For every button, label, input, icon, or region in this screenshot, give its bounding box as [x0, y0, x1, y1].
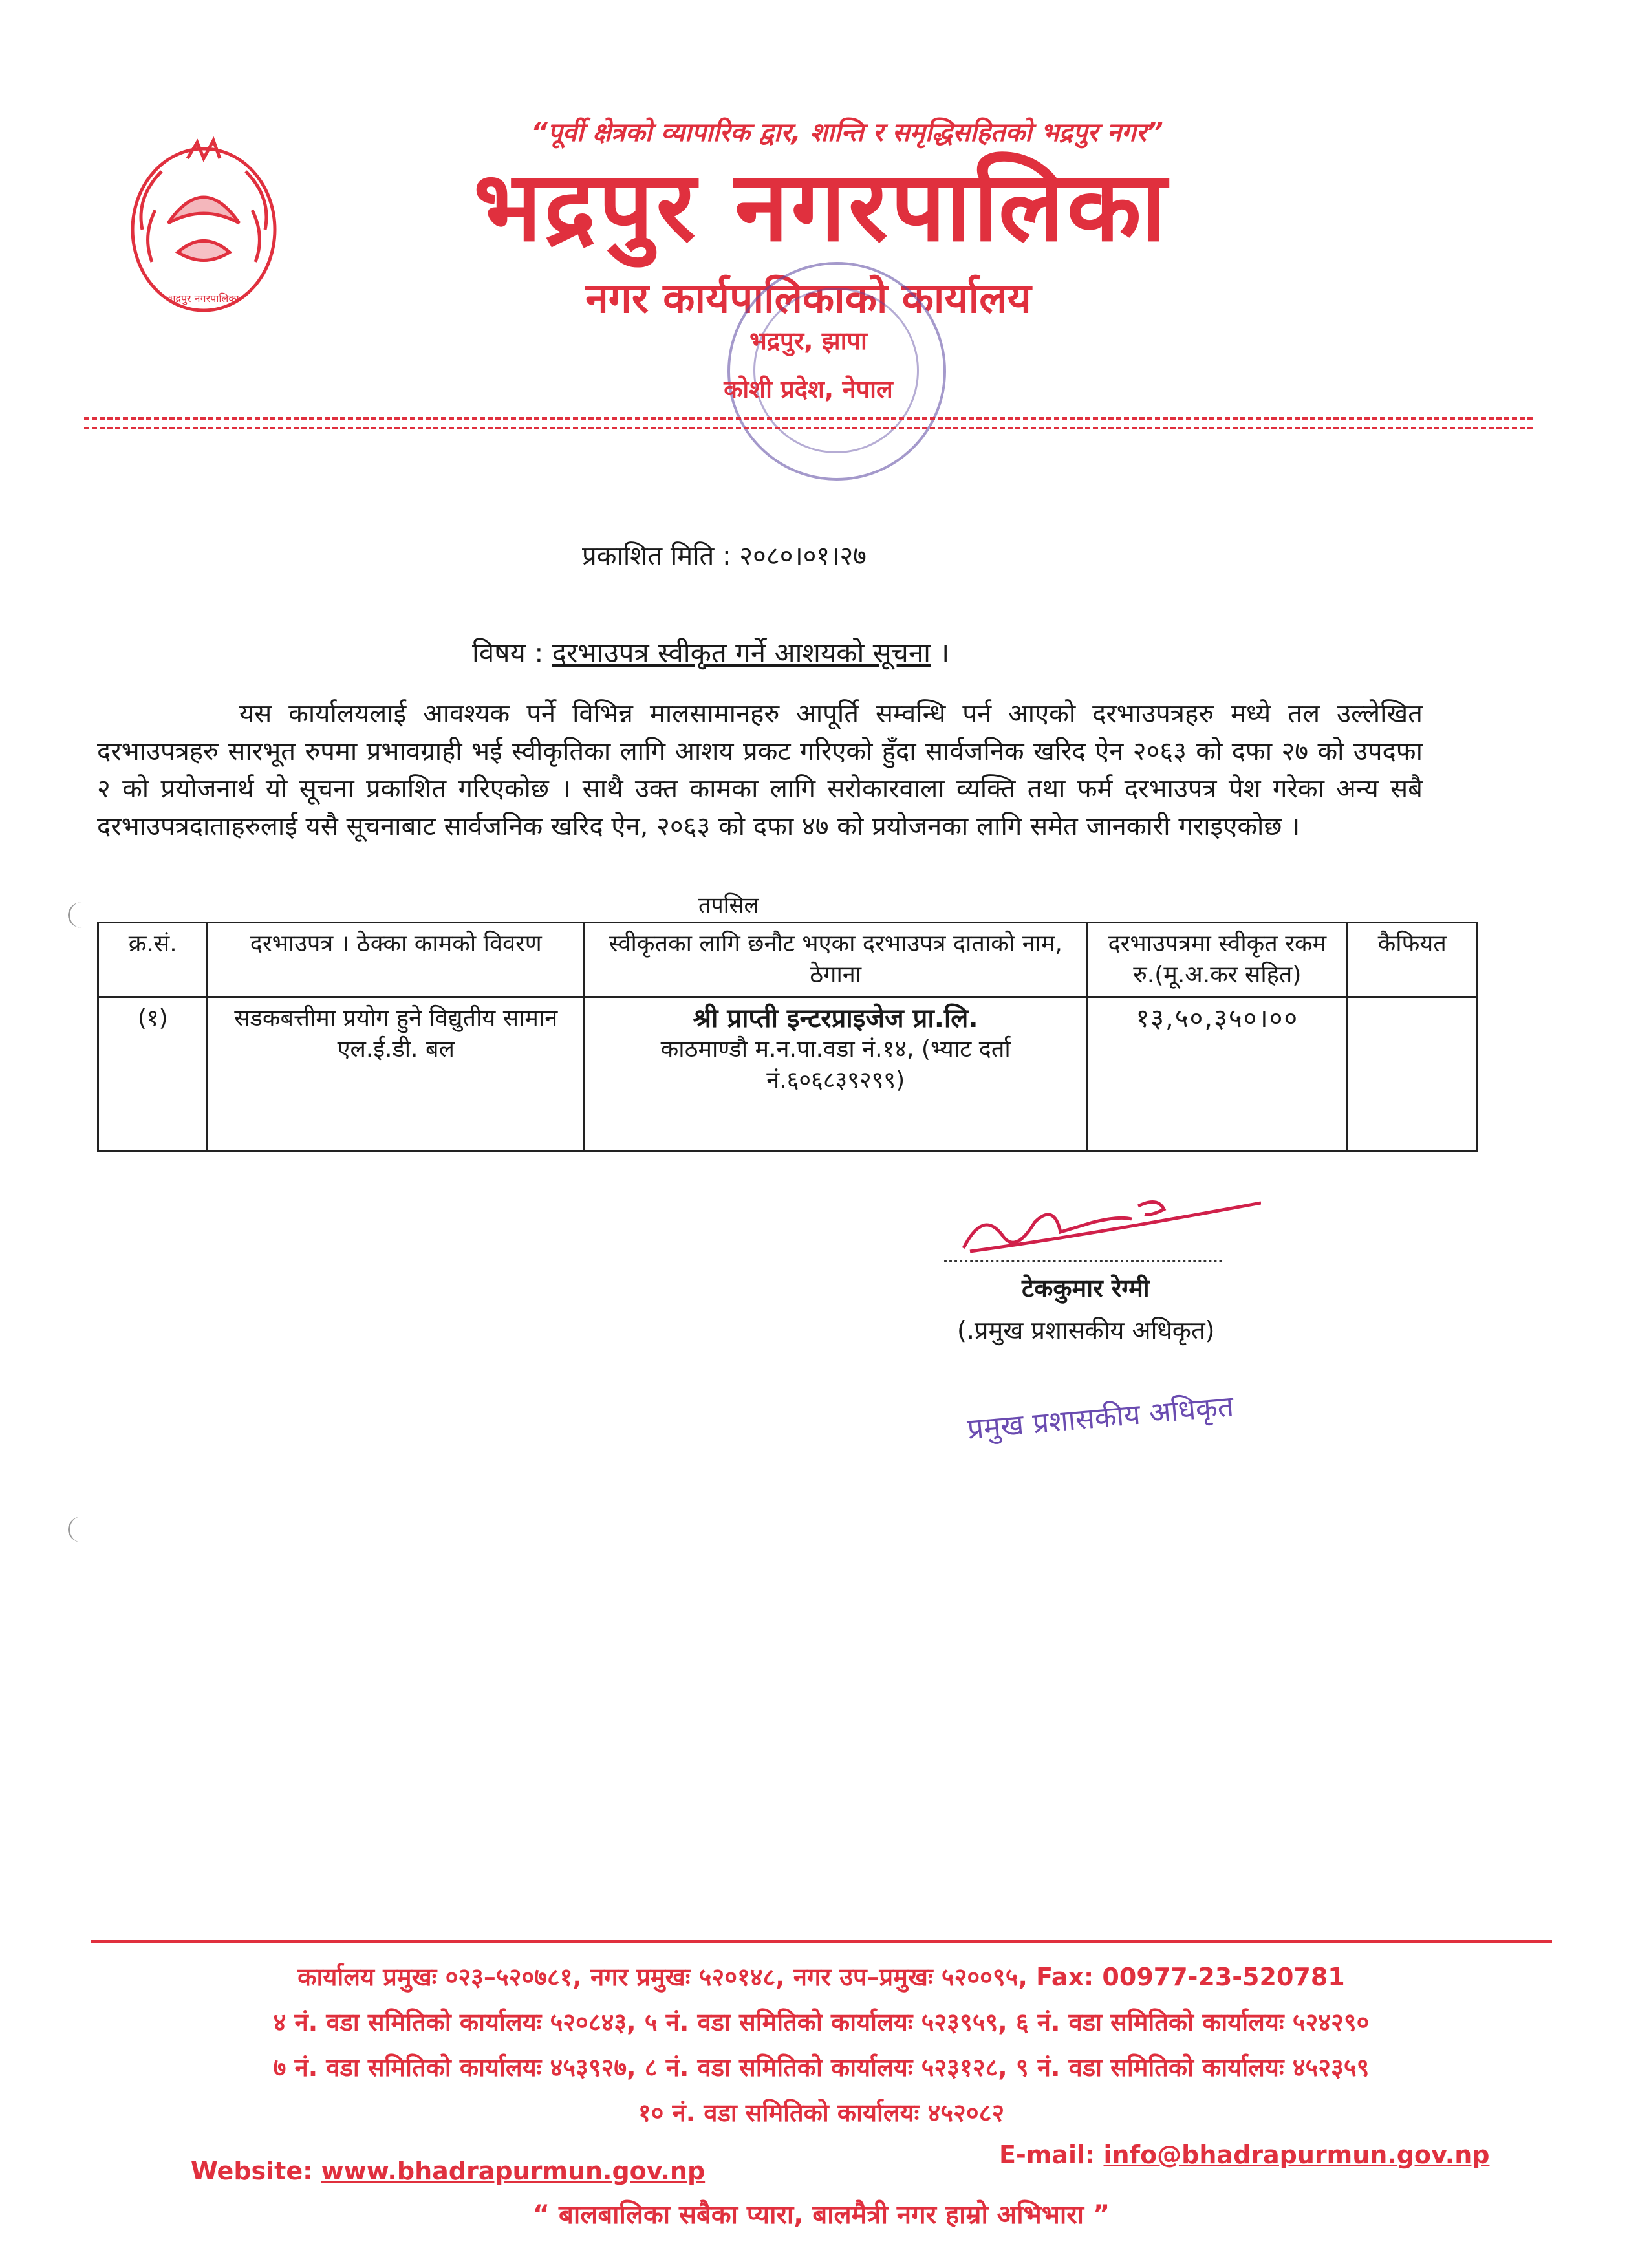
footer-divider: [91, 1940, 1552, 1943]
address-line-1: भद्रपुर, झापा: [749, 327, 867, 355]
header-divider-top: [84, 417, 1533, 420]
header-sn: क्र.सं.: [98, 923, 208, 997]
notice-subject: [472, 634, 949, 671]
designation-stamp: प्रमुख प्रशासकीय अधिकृत: [965, 1390, 1235, 1446]
published-date: प्रकाशित मिति : २०८०।०१।२७: [582, 541, 867, 571]
email-link[interactable]: info@bhadrapurmun.gov.np: [1103, 2141, 1490, 2169]
website-label: Website:: [191, 2157, 313, 2185]
signatory-designation: (.प्रमुख प्रशासकीय अधिकृत): [957, 1316, 1215, 1345]
subject-end: ।: [939, 637, 950, 669]
tender-table: [97, 922, 1478, 1152]
footer-slogan: “ बालबालिका सबैका प्यारा, बालमैत्री नगर हाम्रो अभिभारा ”: [532, 2200, 1110, 2230]
header-remarks: कैफियत: [1348, 923, 1477, 997]
emblem-text: भद्रपुर नगरपालिका: [168, 292, 239, 305]
footer-contact-line-2: ४ नं. वडा समितिको कार्यालयः ५२०८४३, ५ नं. वडा समितिको कार्यालयः ५२३९५९, ६ नं. वडा समितिको कार्यालयः ५२४२९०: [273, 2008, 1370, 2036]
cell-sn: (१): [98, 997, 208, 1152]
table-header-row: [98, 923, 1477, 997]
cell-amount: १३,५०,३५०।००: [1087, 997, 1348, 1152]
footer-website: [191, 2157, 705, 2185]
header-bidder: स्वीकृतका लागि छनौट भएका दरभाउपत्र दाताको नाम, ठेगाना: [585, 923, 1087, 997]
letterhead-motto: “पूर्वी क्षेत्रको व्यापारिक द्वार, शान्ति र समृद्धिसहितको भद्रपुर नगर”: [531, 118, 1163, 147]
municipality-title: भद्रपुर नगरपालिका: [473, 151, 1169, 263]
signature-line: [944, 1260, 1222, 1262]
margin-mark: [68, 1517, 96, 1542]
footer-contact-line-3: ७ नं. वडा समितिको कार्यालयः ४५३९२७, ८ नं. वडा समितिको कार्यालयः ५२३१२८, ९ नं. वडा समितिको कार्यालयः ४५२३५९: [273, 2053, 1370, 2082]
table-row: [98, 997, 1477, 1152]
bidder-address: काठमाण्डौ म.न.पा.वडा नं.१४, (भ्याट दर्ता नं.६०६८३९२९९): [660, 1036, 1011, 1094]
subject-label: विषय :: [472, 637, 544, 669]
signatory-name: टेककुमार रेग्मी: [1022, 1274, 1150, 1302]
email-label: E-mail:: [999, 2141, 1095, 2169]
bidder-name: श्री प्राप्ती इन्टरप्राइजेज प्रा.लि.: [693, 1004, 978, 1033]
address-line-2: कोशी प्रदेश, नेपाल: [724, 375, 893, 404]
table-caption: तपसिल: [698, 892, 759, 918]
signature-scribble-icon: [925, 1183, 1261, 1268]
footer-contact-line-1: कार्यालय प्रमुखः ०२३–५२०७८१, नगर प्रमुखः ५२०१४८, नगर उप–प्रमुखः ५२००९५, Fax: 00977-23-520781: [297, 1963, 1345, 1991]
cell-remarks: [1348, 997, 1477, 1152]
cell-bidder: [585, 997, 1087, 1152]
cell-description: सडकबत्तीमा प्रयोग हुने विद्युतीय सामान एल.ई.डी. बल: [208, 997, 585, 1152]
header-description: दरभाउपत्र । ठेक्का कामको विवरण: [208, 923, 585, 997]
notice-body: यस कार्यालयलाई आवश्यक पर्ने विभिन्न मालसामानहरु आपूर्ति सम्वन्धि पर्न आएको दरभाउपत्रहरु मध्ये तल उल्लेखित दरभाउपत्रहरु सारभूत रुपमा प्रभावग्राही भई स्वीकृतिका लागि आशय प्रकट गरिएको हुँदा सार्वजनिक खरिद ऐन २०६३ को दफा २७ को उपदफा २ को प्रयोजनार्थ यो सूचना प्रकाशित गरिएकोछ । साथै उक्त कामका लागि सरोकारवाला व्यक्ति तथा फर्म दरभाउपत्र पेश गरेका अन्य सबै दरभाउपत्रदाताहरुलाई यसै सूचनाबाट सार्वजनिक खरिद ऐन, २०६३ को दफा ४७ को प्रयोजनका लागि समेत जानकारी गराइएकोछ ।: [97, 699, 1423, 841]
header-divider-bottom: [84, 427, 1533, 429]
subject-text: दरभाउपत्र स्वीकृत गर्ने आशयको सूचना: [552, 637, 931, 669]
website-link[interactable]: www.bhadrapurmun.gov.np: [321, 2157, 706, 2185]
office-subtitle: नगर कार्यपालिकाको कार्यालय: [585, 275, 1031, 323]
margin-mark: [68, 902, 96, 928]
footer-contact-line-4: १० नं. वडा समितिको कार्यालयः ४५२०८२: [638, 2099, 1005, 2127]
municipality-emblem-icon: [116, 133, 291, 327]
header-amount: दरभाउपत्रमा स्वीकृत रकम रु.(मू.अ.कर सहित): [1087, 923, 1348, 997]
footer-email: [999, 2141, 1489, 2169]
